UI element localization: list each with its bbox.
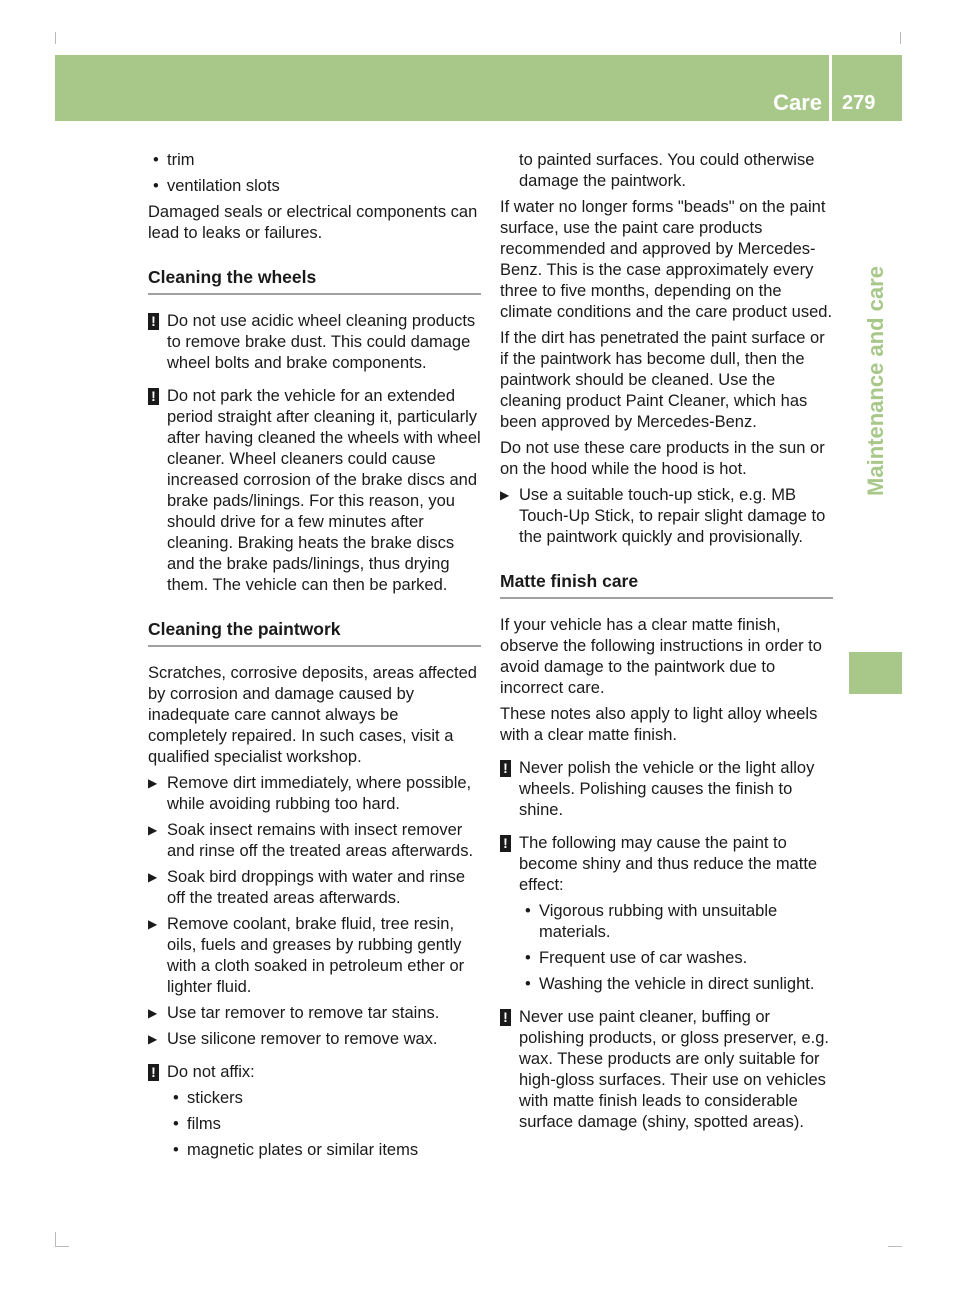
- warning-icon: !: [500, 835, 511, 852]
- step-arrow-icon: ▶: [500, 488, 510, 502]
- list-item: • ventilation slots: [148, 176, 481, 197]
- crop-mark: [55, 1246, 69, 1247]
- warning-note: [148, 1062, 481, 1083]
- note-text: Never polish the vehicle or the light alloy wheels. Polishing causes the finish to shine.: [519, 759, 815, 819]
- paragraph: If your vehicle has a clear matte finish, observe the following instructions in order to avoid damage to the paintwork due to incorrect care.: [500, 616, 822, 697]
- step-item: [148, 1029, 481, 1050]
- paragraph: Damaged seals or electrical components can lead to leaks or failures.: [148, 203, 478, 242]
- list-item: • stickers: [168, 1088, 481, 1109]
- step-item: [148, 820, 481, 862]
- side-tab: [849, 121, 902, 641]
- note-text: The following may cause the paint to become shiny and thus reduce the matte effect:: [519, 834, 818, 894]
- step-text: Soak bird droppings with water and rinse off the treated areas afterwards.: [167, 868, 466, 907]
- list-item: • Washing the vehicle in direct sunlight.: [520, 974, 833, 995]
- crop-mark: [888, 1246, 902, 1247]
- note-text: Do not use acidic wheel cleaning products to remove brake dust. This could damage wheel bolts and brake components.: [167, 312, 476, 372]
- paragraph: If water no longer forms "beads" on the paint surface, use the paint care products recommended and approved by Mercedes-Benz. This is the case approximately every three to five months, depending on the climate conditions and the care product used.: [500, 198, 833, 321]
- list-item: • films: [168, 1114, 481, 1135]
- side-tab-label: Maintenance and care: [862, 266, 888, 496]
- warning-icon: !: [148, 313, 159, 330]
- section-title: Care: [773, 90, 822, 115]
- step-text: Remove dirt immediately, where possible, while avoiding rubbing too hard.: [167, 774, 472, 813]
- crop-mark: [900, 32, 901, 44]
- list-item: • trim: [148, 150, 481, 171]
- step-arrow-icon: ▶: [148, 917, 158, 931]
- crop-mark: [55, 1232, 56, 1246]
- step-text: Use silicone remover to remove wax.: [167, 1030, 438, 1048]
- paragraph: If the dirt has penetrated the paint surface or if the paintwork has become dull, then the paintwork should be cleaned. Use the cleaning product Paint Cleaner, which has been approved by Mercedes-Benz.: [500, 329, 825, 431]
- heading-cleaning-wheels: Cleaning the wheels: [148, 266, 481, 295]
- note-text: Do not affix:: [167, 1063, 255, 1081]
- right-column: [500, 150, 833, 1138]
- step-item: [148, 914, 481, 998]
- warning-note: [148, 386, 481, 596]
- step-text: Soak insect remains with insect remover and rinse off the treated areas afterwards.: [167, 821, 474, 860]
- paragraph: These notes also apply to light alloy wheels with a clear matte finish.: [500, 705, 818, 744]
- list-item: • Frequent use of car washes.: [520, 948, 833, 969]
- warning-icon: !: [148, 1064, 159, 1081]
- step-item: [148, 867, 481, 909]
- warning-note: [148, 311, 481, 374]
- list-item: • magnetic plates or similar items: [168, 1140, 481, 1161]
- step-item: [500, 485, 833, 548]
- note-text: Do not park the vehicle for an extended period straight after cleaning it, particularly after having cleaned the wheels with wheel cleaner. Wheel cleaners could cause increased corrosion of the brake discs and brake pads/linings. For this reason, you should drive for a few minutes after cleaning. Braking heats the brake discs and the brake pads/linings, thus drying them. The vehicle can then be parked.: [167, 387, 481, 594]
- step-arrow-icon: ▶: [148, 1006, 158, 1020]
- warning-icon: !: [500, 1009, 511, 1026]
- step-text: Use a suitable touch-up stick, e.g. MB Touch-Up Stick, to repair slight damage to the paintwork quickly and provisionally.: [519, 486, 826, 546]
- step-arrow-icon: ▶: [148, 776, 158, 790]
- heading-cleaning-paintwork: Cleaning the paintwork: [148, 618, 481, 647]
- step-arrow-icon: ▶: [148, 870, 158, 884]
- header-divider: [829, 55, 832, 121]
- step-arrow-icon: ▶: [148, 823, 158, 837]
- warning-note: [500, 833, 833, 896]
- note-text: Never use paint cleaner, buffing or polishing products, or gloss preserver, e.g. wax. These products are only suitable for high-gloss surfaces. Their use on vehicles with matte finish leads to considerable surface damage (shiny, spotted areas).: [519, 1008, 829, 1131]
- list-item: • Vigorous rubbing with unsuitable materials.: [520, 901, 833, 943]
- step-item: [148, 1003, 481, 1024]
- page-number: 279: [842, 92, 876, 114]
- heading-matte-finish: Matte finish care: [500, 570, 833, 599]
- step-text: Use tar remover to remove tar stains.: [167, 1004, 440, 1022]
- crop-mark: [55, 32, 56, 44]
- step-arrow-icon: ▶: [148, 1032, 158, 1046]
- paragraph: Do not use these care products in the sun or on the hood while the hood is hot.: [500, 439, 825, 478]
- step-item: [148, 773, 481, 815]
- side-tab-marker: [849, 652, 902, 694]
- warning-note: [500, 1007, 833, 1133]
- warning-note: [500, 758, 833, 821]
- paragraph: Scratches, corrosive deposits, areas affected by corrosion and damage caused by inadequate care cannot always be completely repaired. In such cases, visit a qualified specialist workshop.: [148, 664, 477, 766]
- left-column: [148, 150, 481, 1166]
- warning-icon: !: [148, 388, 159, 405]
- warning-icon: !: [500, 760, 511, 777]
- paragraph: to painted surfaces. You could otherwise damage the paintwork.: [519, 151, 815, 190]
- step-text: Remove coolant, brake fluid, tree resin, oils, fuels and greases by rubbing gently with a cloth soaked in petroleum ether or lighter fluid.: [167, 915, 465, 996]
